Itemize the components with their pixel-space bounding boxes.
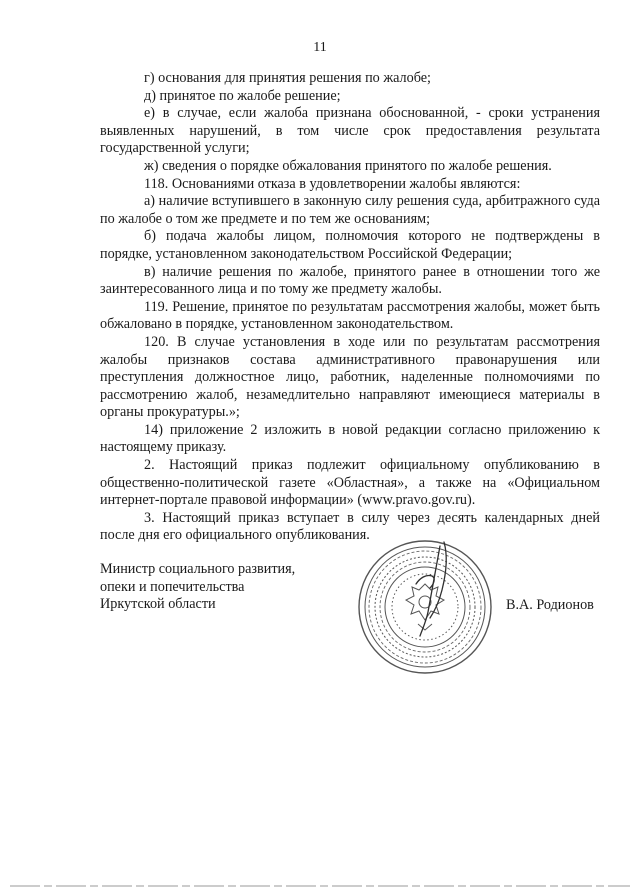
paragraph-d: д) принятое по жалобе решение; xyxy=(144,87,341,104)
paragraph-118: 118. Основаниями отказа в удовлетворении жалобы являются: xyxy=(144,175,521,192)
paragraph-118-v: в) наличие решения по жалобе, принятого ранее в отношении того же заинтересованного лица и по тому же предмету жалобы. xyxy=(100,263,600,298)
paragraph-120: 120. В случае установления в ходе или по результатам рассмотрения жалобы признаков состава административного правонарушения или преступления должностное лицо, работник, наделенные полномочиями по рассмотрению жалоб, незамедлительно направляют имеющиеся материалы в органы прокуратуры.»; xyxy=(100,333,600,421)
bottom-rule xyxy=(10,883,630,889)
paragraph-e: е) в случае, если жалоба признана обоснованной, - сроки устранения выявленных нарушений, в том числе срок предоставления результата государственной услуги; xyxy=(100,105,600,157)
signatory-position-line: Министр социального развития, xyxy=(100,561,296,577)
paragraph-3: 3. Настоящий приказ вступает в силу через десять календарных дней после дня его официального опубликования. xyxy=(100,509,600,544)
official-seal-icon xyxy=(356,538,494,676)
paragraph-119: 119. Решение, принятое по результатам рассмотрения жалобы, может быть обжаловано в порядке, установленном законодательством. xyxy=(100,298,600,333)
paragraph-g: г) основания для принятия решения по жалобе; xyxy=(144,70,431,86)
paragraph-zh: ж) сведения о порядке обжалования принятого по жалобе решения. xyxy=(144,157,552,174)
signatory-name: В.А. Родионов xyxy=(506,597,594,613)
paragraph-118-b: б) подача жалобы лицом, полномочия которого не подтверждены в порядке, установленном законодательством Российской Федерации; xyxy=(100,228,600,262)
paragraph-2: 2. Настоящий приказ подлежит официальному опубликованию в общественно-политической газете «Областная», а также на «Официальном интернет-портале правовой информации» (www.pravo.gov.ru). xyxy=(100,457,600,509)
paragraph-14: 14) приложение 2 изложить в новой редакции согласно приложению к настоящему приказу. xyxy=(100,421,600,456)
page-number: 11 xyxy=(313,40,327,55)
paragraph-118-a: а) наличие вступившего в законную силу решения суда, арбитражного суда по жалобе о том же предмете и по тем же основаниям; xyxy=(100,193,600,227)
signatory-position xyxy=(100,561,295,614)
signatory-position-line: опеки и попечительства xyxy=(100,578,245,595)
body-text xyxy=(100,70,600,545)
signatory-position-line: Иркутской области xyxy=(100,596,216,613)
